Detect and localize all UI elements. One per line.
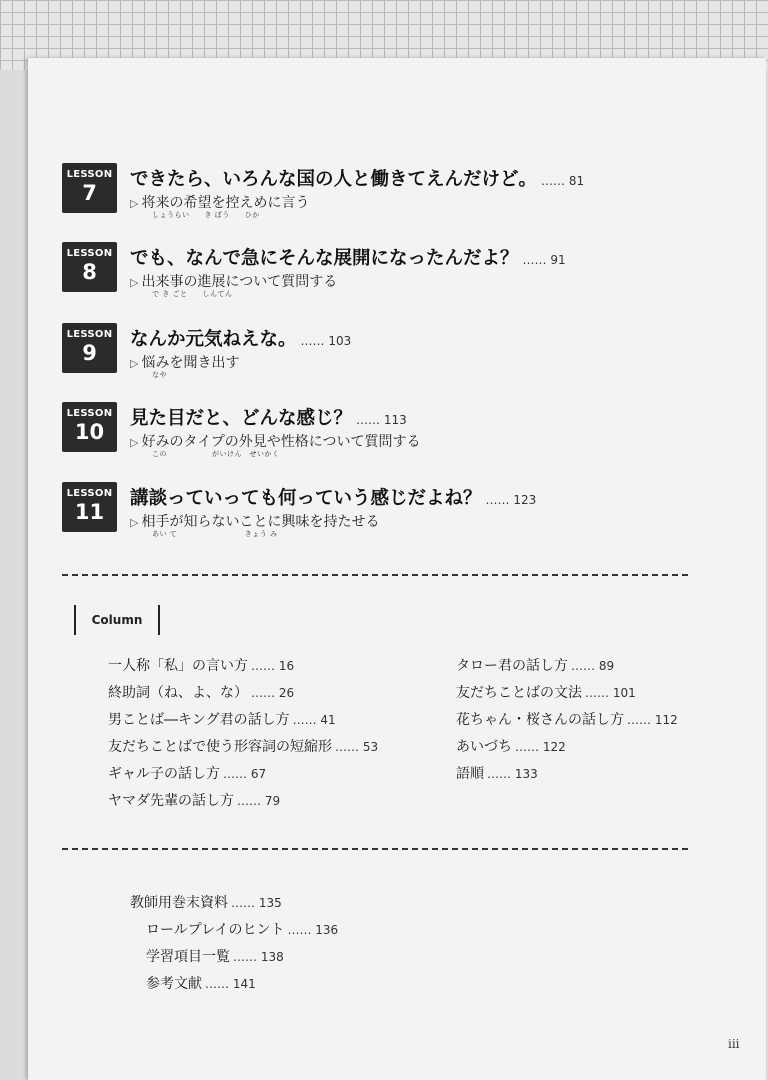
teacher-item[interactable]: ロールプレイのヒント …… 136 [146,922,339,938]
triangle-arrow-icon: ▷ [130,276,139,289]
column-item[interactable]: あいづち …… 122 [456,739,566,755]
teacher-item[interactable]: 学習項目一覧 …… 138 [146,949,284,965]
lesson-page: …… 123 [485,493,537,507]
furigana: なや [152,371,167,379]
lesson-number: 11 [74,500,105,524]
lesson-number: 8 [82,260,97,284]
triangle-arrow-icon: ▷ [130,197,139,210]
lesson-subtitle: ▷ 好みのタイプの外見や性格について質問する [130,434,421,450]
column-item[interactable]: ヤマダ先輩の話し方 …… 79 [108,793,281,809]
column-item[interactable]: 友だちことばで使う形容詞の短縮形 …… 53 [108,739,379,755]
dashed-divider [62,574,688,576]
lesson-entry[interactable] [62,482,702,542]
lesson-label: LESSON [66,329,113,340]
lesson-badge [62,402,117,452]
column-item[interactable]: ギャル子の話し方 …… 67 [108,766,267,782]
column-item[interactable]: 男ことば―キング君の話し方 …… 41 [108,712,336,728]
lesson-title: でも、なんで急にそんな展開になったんだよ？ …… 91 [130,248,566,269]
lesson-badge [62,163,117,213]
lesson-entry[interactable] [62,242,702,302]
teacher-materials-heading[interactable]: 教師用巻末資料 …… 135 [130,895,282,911]
triangle-arrow-icon: ▷ [130,516,139,529]
lesson-entry[interactable] [62,163,702,223]
lesson-label: LESSON [66,408,113,419]
page-number: iii [728,1037,740,1051]
lesson-number: 10 [74,420,105,444]
column-item[interactable]: 友だちことばの文法 …… 101 [456,685,636,701]
lesson-page: …… 103 [300,334,352,348]
lesson-title: できたら、いろんな国の人と働きてえんだけど。 …… 81 [130,169,585,190]
lesson-badge [62,323,117,373]
column-item[interactable]: 語順 …… 133 [456,766,538,782]
lesson-page: …… 113 [356,413,407,427]
triangle-arrow-icon: ▷ [130,357,139,370]
column-item[interactable]: 終助詞（ね、よ、な） …… 26 [108,685,295,701]
lesson-page: …… 81 [541,174,585,188]
furigana: しょうらい き ぼう ひか [152,211,260,219]
lesson-badge [62,482,117,532]
lesson-subtitle: ▷ 悩みを聞き出す [130,355,240,371]
lesson-label: LESSON [66,248,113,259]
lesson-number: 9 [82,341,97,365]
lesson-label: LESSON [66,169,113,180]
column-item[interactable]: 一人称「私」の言い方 …… 16 [108,658,295,674]
lesson-entry[interactable] [62,323,702,383]
triangle-arrow-icon: ▷ [130,436,139,449]
column-item[interactable]: 花ちゃん・桜さんの話し方 …… 112 [456,712,678,728]
lesson-badge [62,242,117,292]
lesson-label: LESSON [66,488,113,499]
teacher-item[interactable]: 参考文献 …… 141 [146,976,256,992]
furigana: で き ごと しんてん [152,290,233,298]
lesson-subtitle: ▷ 将来の希望を控えめに言う [130,195,310,211]
furigana: あい て きょう み [152,530,278,538]
lesson-page: …… 91 [522,253,566,267]
lesson-title: なんか元気ねえな。 …… 103 [130,329,352,350]
column-item[interactable]: タロー君の話し方 …… 89 [456,658,615,674]
lesson-subtitle: ▷ 相手が知らないことに興味を持たせる [130,514,380,530]
dashed-divider [62,848,688,850]
lesson-title: 見た目だと、どんな感じ？ …… 113 [130,408,407,429]
column-header: Column [74,605,160,635]
lesson-entry[interactable] [62,402,702,462]
lesson-number: 7 [82,181,97,205]
furigana: この がいけん せいかく [152,450,280,458]
lesson-subtitle: ▷ 出来事の進展について質問する [130,274,338,290]
lesson-title: 講談っていっても何っていう感じだよね？ …… 123 [130,488,537,509]
